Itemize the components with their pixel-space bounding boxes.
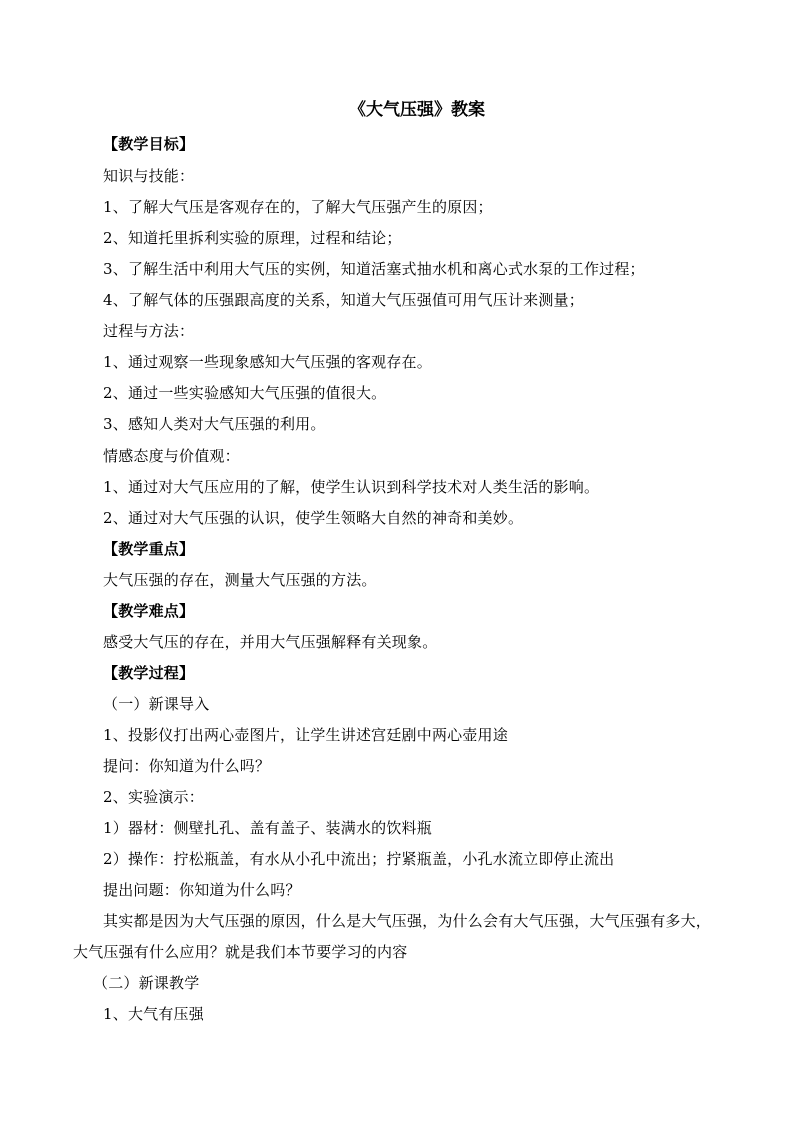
section-heading-process: 【教学过程】 [103, 664, 195, 682]
knowledge-item: 1、了解大气压是客观存在的，了解大气压强产生的原因； [103, 198, 493, 216]
process-item: 1、通过观察一些现象感知大气压强的客观存在。 [103, 353, 432, 371]
attitude-item: 2、通过对大气压强的认识，使学生领略大自然的神奇和美妙。 [103, 509, 524, 527]
intro-line: 2）操作：拧松瓶盖，有水从小孔中流出；拧紧瓶盖，小孔水流立即停止流出 [103, 850, 615, 868]
attitude-item: 1、通过对大气压应用的了解，使学生认识到科学技术对人类生活的影响。 [103, 478, 600, 496]
intro-line: 1、投影仪打出两心壶图片，让学生讲述宫廷剧中两心壶用途 [103, 726, 508, 744]
intro-line: 提问：你知道为什么吗？ [103, 757, 271, 775]
knowledge-item: 2、知道托里拆利实验的原理，过程和结论； [103, 229, 402, 247]
label-intro: （一）新课导入 [103, 695, 210, 713]
section-heading-key: 【教学重点】 [103, 540, 195, 558]
knowledge-item: 4、了解气体的压强跟高度的关系，知道大气压强值可用气压计来测量； [103, 291, 584, 309]
intro-line: 2、实验演示： [103, 788, 204, 806]
label-new-lesson: （二）新课教学 [93, 974, 200, 992]
summary-paragraph: 其实都是因为大气压强的原因，什么是大气压强，为什么会有大气压强，大气压强有多大，大气压强有什么应用？就是我们本节要学习的内容 [73, 912, 712, 961]
intro-line: 提出问题：你知道为什么吗？ [103, 881, 301, 899]
new-lesson-item: 1、大气有压强 [103, 1005, 204, 1023]
document-title: 《大气压强》教案 [349, 100, 485, 120]
section-heading-goals: 【教学目标】 [103, 135, 195, 153]
process-item: 2、通过一些实验感知大气压强的值很大。 [103, 384, 387, 402]
label-process: 过程与方法： [103, 322, 195, 340]
difficulty-text: 感受大气压的存在，并用大气压强解释有关现象。 [103, 633, 438, 651]
section-heading-difficulty: 【教学难点】 [103, 602, 195, 620]
intro-line: 1）器材：侧壁扎孔、盖有盖子、装满水的饮料瓶 [103, 819, 432, 837]
label-knowledge: 知识与技能： [103, 167, 195, 185]
knowledge-item: 3、了解生活中利用大气压的实例，知道活塞式抽水机和离心式水泵的工作过程； [103, 260, 645, 278]
process-item: 3、感知人类对大气压强的利用。 [103, 415, 326, 433]
key-text: 大气压强的存在，测量大气压强的方法。 [103, 571, 377, 589]
label-attitude: 情感态度与价值观： [103, 447, 240, 465]
